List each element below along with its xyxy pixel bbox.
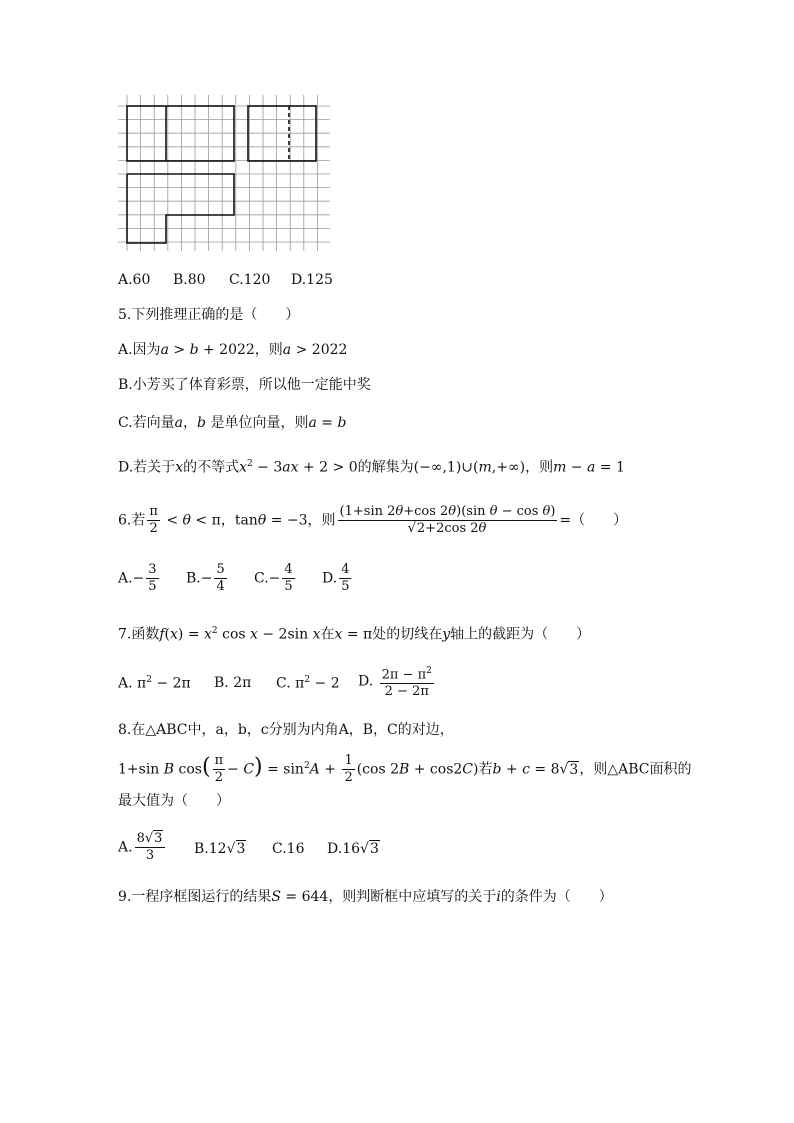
- q4-option-c: C.120: [229, 272, 271, 288]
- q6-option-b: B.− $\frac{5}{4}$: [186, 562, 225, 594]
- q8-option-a: A. $\frac{8√3}{3}$: [118, 831, 167, 864]
- q7-stem: 7.函数$f(x) = x^2$ cos x − 2sin x在x = π处的切线在y轴上的截距为（ ）: [118, 626, 591, 643]
- q4-option-a: A.60: [118, 272, 151, 288]
- q6-option-d: D. $\frac{4}{5}$: [322, 562, 350, 594]
- q4-option-d: D.125: [291, 272, 333, 288]
- three-view-grid-figure: [118, 95, 330, 251]
- q7-option-b: B. 2π: [214, 675, 252, 691]
- q5-stem: 5.下列推理正确的是（ ）: [118, 307, 300, 323]
- q5-option-d: D.若关于x的不等式$x^2 - 3ax + 2 > 0$的解集为(−∞,1)∪(m,+∞)，则m − a = 1: [118, 459, 625, 476]
- q6-option-c: C.− $\frac{4}{5}$: [254, 562, 293, 594]
- q8-line-3: 最大值为（ ）: [118, 793, 230, 809]
- q6-option-a: A.− $\frac{3}{5}$: [118, 562, 157, 594]
- q5-option-a: A.因为a > b + 2022，则a > 2022: [118, 342, 348, 358]
- q8-option-c: C.16: [272, 841, 305, 857]
- q5-option-b: B.小芳买了体育彩票，所以他一定能中奖: [118, 377, 371, 393]
- q6-stem: 6.若 $\frac{\pi}{2}$ < θ < π，tanθ = −3，则 $\frac{\text{(1+sin 2θ+cos 2θ)(sin θ − cos θ)}}{√2+2\cos 2\theta}$ =（ ）: [118, 504, 628, 536]
- q8-line-2: 1+sin B cos( $\frac{\pi}{2}$ − $C) = \sin^2A$ + $\frac{1}{2}$ (cos 2B + cos2C)若b + c = 8√3，则△ABC面积的: [118, 753, 692, 786]
- q4-option-b: B.80: [173, 272, 206, 288]
- q7-option-d: D. $\frac{2\pi - \pi^2}{2 - 2\pi}$: [358, 663, 436, 700]
- q5-option-c: C.若向量a，b 是单位向量，则a = b: [118, 415, 347, 431]
- q8-option-b: B.12√3: [194, 841, 246, 857]
- q7-option-a: A. $\pi^2 - 2\pi$: [118, 675, 191, 692]
- q7-option-c: C. $\pi^2 - 2$: [276, 675, 340, 692]
- top-view: [127, 174, 234, 243]
- q8-line-1: 8.在△ABC中，a，b，c分别为内角A，B，C的对边，: [118, 722, 454, 738]
- q9-stem: 9.一程序框图运行的结果S = 644，则判断框中应填写的关于i的条件为（ ）: [118, 889, 613, 905]
- q8-option-d: D.16√3: [327, 841, 379, 857]
